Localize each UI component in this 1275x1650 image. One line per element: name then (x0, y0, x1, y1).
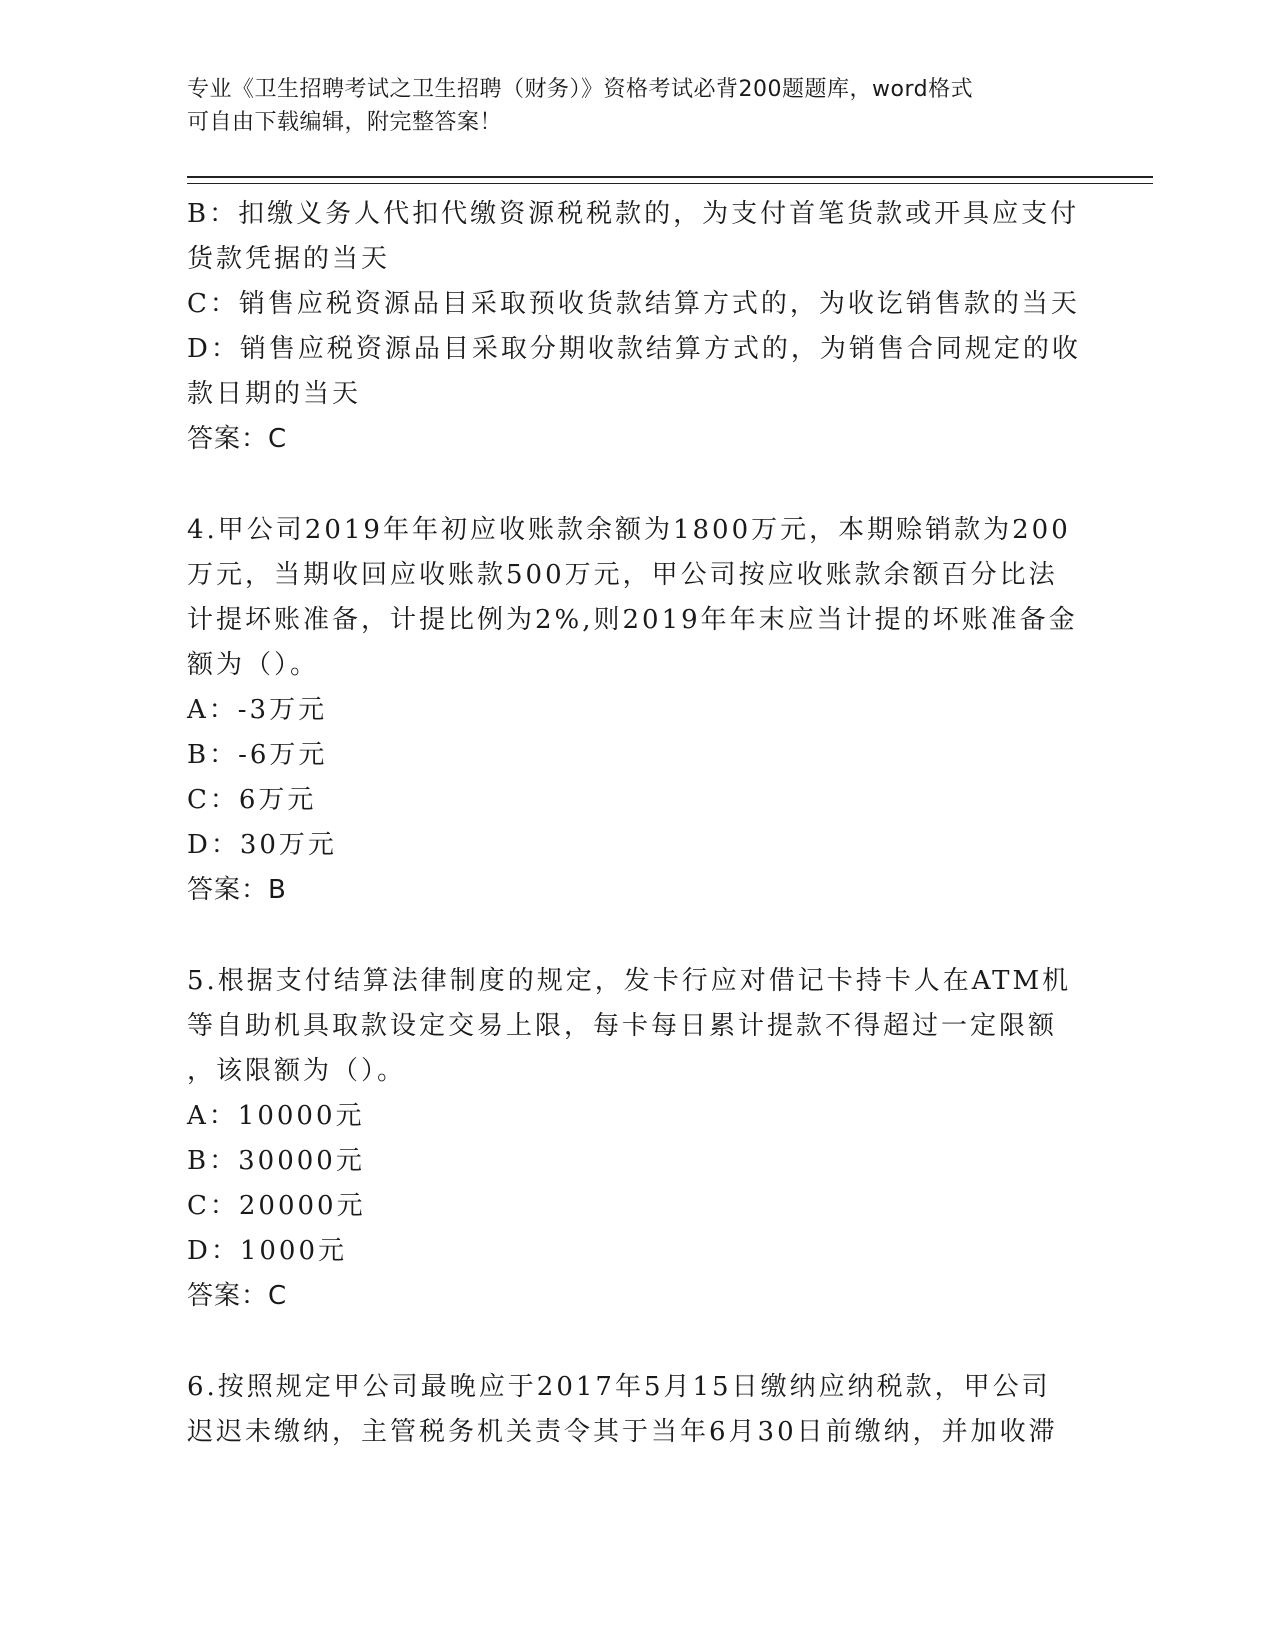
question-stem-line-3: 计提坏账准备，计提比例为2%,则2019年年末应当计提的坏账准备金 (187, 605, 1078, 635)
option-c: C：20000元 (187, 1191, 366, 1221)
answer-label: 答案：B (187, 875, 287, 905)
question-spacer (187, 913, 1087, 959)
document-header (187, 73, 1067, 139)
header-divider-thick (187, 176, 1153, 178)
header-title-line-1: 专业《卫生招聘考试之卫生招聘（财务）》资格考试必背200题题库，word格式 (187, 77, 974, 102)
option-d-line-1: D：销售应税资源品目采取分期收款结算方式的，为销售合同规定的收 (187, 334, 1081, 364)
answer-label: 答案：C (187, 424, 288, 454)
option-a: A：10000元 (187, 1101, 365, 1131)
question-4 (187, 508, 1087, 913)
question-spacer (187, 1319, 1087, 1365)
header-divider-thin (187, 183, 1153, 184)
option-d-line-2: 款日期的当天 (187, 379, 362, 409)
question-3-continued (187, 192, 1087, 462)
answer-label: 答案：C (187, 1281, 288, 1311)
question-stem-line-2: 万元，当期收回应收账款500万元，甲公司按应收账款余额百分比法 (187, 560, 1058, 590)
option-b-line-1: B：扣缴义务人代扣代缴资源税税款的，为支付首笔货款或开具应支付 (187, 199, 1080, 229)
question-stem-line-2: 迟迟未缴纳，主管税务机关责令其于当年6月30日前缴纳，并加收滞 (187, 1417, 1058, 1447)
question-list (187, 192, 1087, 1455)
question-stem-line-4: 额为（）。 (187, 650, 320, 680)
question-stem-line-1: 6.按照规定甲公司最晚应于2017年5月15日缴纳应纳税款，甲公司 (187, 1372, 1051, 1402)
option-b: B：-6万元 (187, 740, 328, 770)
question-spacer (187, 462, 1087, 508)
option-c: C：6万元 (187, 785, 317, 815)
question-stem-line-3: ，该限额为（）。 (187, 1056, 407, 1086)
option-b: B：30000元 (187, 1146, 365, 1176)
option-d: D：30万元 (187, 830, 337, 860)
option-b-line-2: 货款凭据的当天 (187, 244, 391, 274)
option-a: A：-3万元 (187, 695, 328, 725)
question-stem-line-1: 4.甲公司2019年年初应收账款余额为1800万元，本期赊销款为200 (187, 515, 1071, 545)
option-d: D：1000元 (187, 1236, 348, 1266)
header-title-line-2: 可自由下载编辑，附完整答案！ (187, 110, 503, 135)
question-6 (187, 1365, 1087, 1455)
question-stem-line-2: 等自助机具取款设定交易上限，每卡每日累计提款不得超过一定限额 (187, 1011, 1058, 1041)
question-stem-line-1: 5.根据支付结算法律制度的规定，发卡行应对借记卡持卡人在ATM机 (187, 966, 1072, 996)
option-c: C：销售应税资源品目采取预收货款结算方式的，为收讫销售款的当天 (187, 289, 1080, 319)
question-5 (187, 959, 1087, 1319)
